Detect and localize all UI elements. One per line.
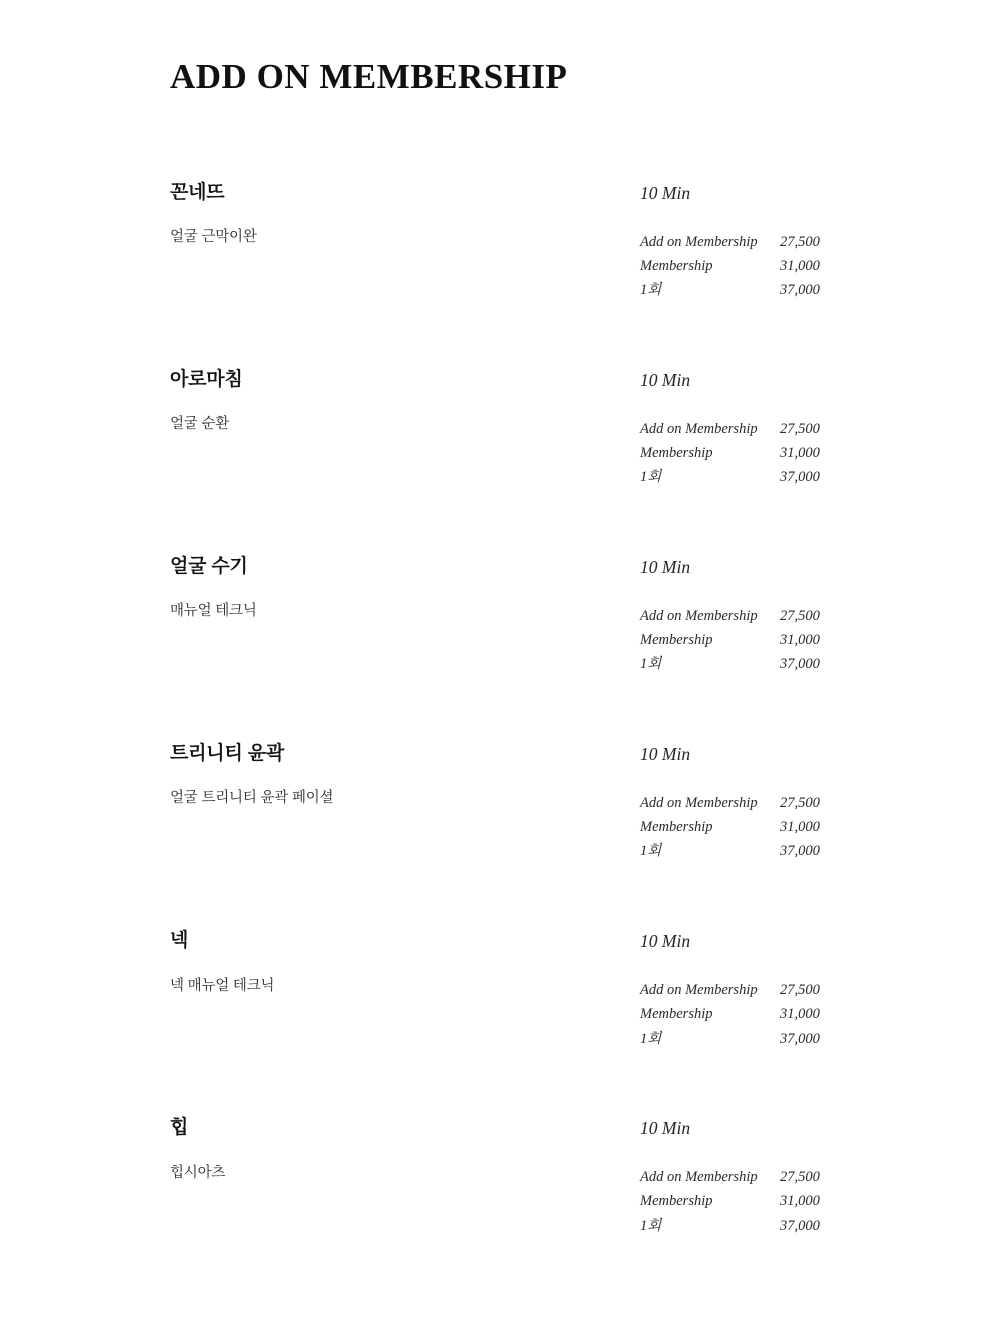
price-rows [640, 1165, 830, 1238]
price-rows [640, 604, 830, 677]
menu-item-duration: 10 Min [640, 1117, 691, 1138]
price-label: 1회 [640, 1217, 662, 1234]
price-value: 37,000 [780, 656, 820, 673]
menu-item [170, 740, 830, 864]
menu-item-info [170, 366, 640, 435]
price-label: Membership [640, 632, 713, 649]
menu-item-duration: 10 Min [640, 182, 691, 203]
price-label: Membership [640, 1193, 713, 1210]
page-title: ADD ON MEMBERSHIP [170, 57, 568, 96]
price-label: 1회 [640, 1030, 662, 1047]
menu-item-description: 힙시아츠 [170, 1164, 226, 1181]
price-row [640, 652, 830, 676]
price-label: Membership [640, 444, 713, 461]
price-value: 37,000 [780, 843, 820, 860]
price-value: 27,500 [780, 981, 820, 998]
price-label: Membership [640, 1006, 713, 1023]
price-label: 1회 [640, 282, 662, 299]
menu-item [170, 553, 830, 677]
price-label: 1회 [640, 843, 662, 860]
price-label: 1회 [640, 656, 662, 673]
price-value: 31,000 [780, 1006, 820, 1023]
price-label: Add on Membership [640, 607, 758, 624]
menu-item [170, 179, 830, 303]
price-row [640, 254, 830, 278]
menu-item-list [170, 179, 830, 1238]
price-label: Add on Membership [640, 420, 758, 437]
menu-item-duration: 10 Min [640, 369, 691, 390]
price-rows [640, 417, 830, 490]
menu-item-info [170, 553, 640, 622]
price-row [640, 1165, 830, 1189]
price-value: 37,000 [780, 1030, 820, 1047]
menu-item-info [170, 179, 640, 248]
price-label: Add on Membership [640, 1168, 758, 1185]
menu-item-duration: 10 Min [640, 556, 691, 577]
menu-item-pricing [640, 927, 830, 1051]
menu-item-name: 넥 [170, 929, 189, 951]
price-row [640, 791, 830, 815]
price-label: Membership [640, 257, 713, 274]
price-row [640, 839, 830, 863]
menu-item-name: 아로마침 [170, 368, 243, 390]
price-value: 31,000 [780, 257, 820, 274]
menu-item-description: 얼굴 근막이완 [170, 229, 257, 246]
menu-item-name: 얼굴 수기 [170, 555, 248, 577]
price-row [640, 1002, 830, 1026]
price-row [640, 417, 830, 441]
menu-item [170, 1114, 830, 1238]
menu-item-pricing [640, 740, 830, 864]
price-value: 31,000 [780, 444, 820, 461]
price-label: Add on Membership [640, 981, 758, 998]
price-label: 1회 [640, 469, 662, 486]
menu-item-pricing [640, 366, 830, 490]
menu-item-duration: 10 Min [640, 743, 691, 764]
price-row [640, 278, 830, 302]
price-row [640, 815, 830, 839]
menu-item-name: 트리니티 윤곽 [170, 742, 285, 764]
price-value: 27,500 [780, 420, 820, 437]
price-value: 37,000 [780, 1217, 820, 1234]
price-row [640, 978, 830, 1002]
price-row [640, 465, 830, 489]
price-rows [640, 230, 830, 303]
price-row [640, 604, 830, 628]
menu-item-description: 얼굴 순환 [170, 416, 230, 433]
price-row [640, 628, 830, 652]
menu-item-pricing [640, 553, 830, 677]
menu-item-duration: 10 Min [640, 930, 691, 951]
price-label: Membership [640, 819, 713, 836]
menu-item-description: 넥 매뉴얼 테크닉 [170, 977, 275, 994]
price-row [640, 1214, 830, 1238]
price-value: 27,500 [780, 233, 820, 250]
price-value: 31,000 [780, 632, 820, 649]
price-row [640, 441, 830, 465]
price-label: Add on Membership [640, 233, 758, 250]
price-value: 27,500 [780, 607, 820, 624]
price-row [640, 230, 830, 254]
menu-item-name: 꼰네뜨 [170, 181, 225, 203]
menu-item-info [170, 1114, 640, 1183]
menu-item [170, 927, 830, 1051]
menu-item-info [170, 927, 640, 996]
menu-item-info [170, 740, 640, 809]
menu-item-description: 매뉴얼 테크닉 [170, 603, 257, 620]
price-label: Add on Membership [640, 794, 758, 811]
price-value: 27,500 [780, 1168, 820, 1185]
price-value: 27,500 [780, 794, 820, 811]
menu-item-name: 힙 [170, 1116, 189, 1138]
menu-item-pricing [640, 179, 830, 303]
price-value: 37,000 [780, 469, 820, 486]
menu-item-description: 얼굴 트리니티 윤곽 페이셜 [170, 790, 334, 807]
menu-item [170, 366, 830, 490]
price-rows [640, 791, 830, 864]
price-rows [640, 978, 830, 1051]
price-value: 31,000 [780, 819, 820, 836]
menu-item-pricing [640, 1114, 830, 1238]
price-row [640, 1027, 830, 1051]
price-value: 37,000 [780, 282, 820, 299]
price-value: 31,000 [780, 1193, 820, 1210]
price-row [640, 1189, 830, 1213]
